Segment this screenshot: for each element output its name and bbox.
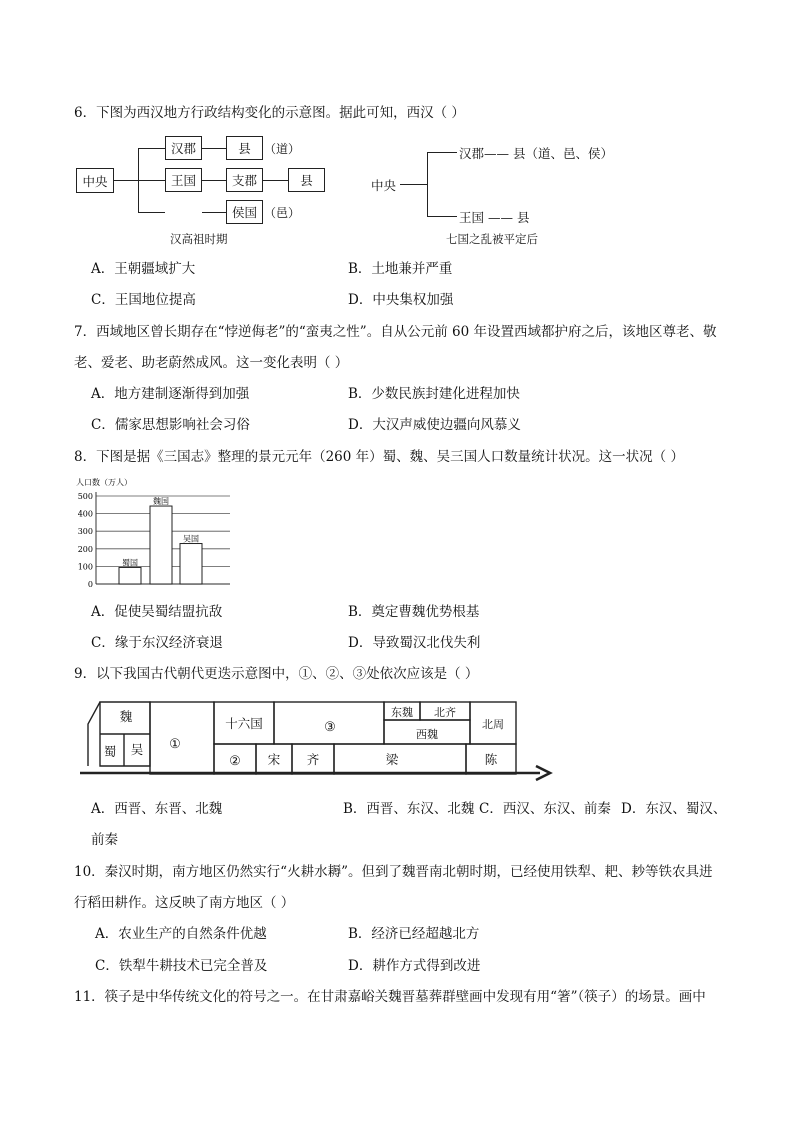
dynasty-timeline [80, 694, 555, 786]
q7-option-c[interactable]: C．儒家思想影响社会习俗 [91, 417, 250, 433]
q6-stem: 6．下图为西汉地方行政结构变化的示意图。据此可知，西汉（ ） [74, 105, 465, 121]
q6-option-c[interactable]: C．王国地位提高 [91, 292, 196, 308]
right-center: 中央 [371, 178, 397, 193]
q9-option-a[interactable]: A．西晋、东晋、北魏 [91, 801, 223, 817]
q11-stem: 11．筷子是中华传统文化的符号之一。在甘肃嘉峪关魏晋墓葬群壁画中发现有用“箸”（筷子）的场景。画中 [74, 989, 706, 1005]
q10-option-b[interactable]: B．经济已经超越北方 [348, 926, 480, 942]
y-tick-label: 100 [77, 562, 93, 572]
bar-label-0: 蜀国 [122, 558, 138, 568]
bar-1 [150, 506, 172, 584]
q7-option-a[interactable]: A．地方建制逐渐得到加强 [91, 386, 250, 402]
tl-dongwei: 东魏 [391, 706, 413, 719]
q10-option-a[interactable]: A．农业生产的自然条件优越 [95, 926, 267, 942]
q10-stem: 10．秦汉时期，南方地区仍然实行“火耕水耨”。但到了魏晋南北朝时期，已经使用铁犁、耙、耖等铁农具进 [74, 864, 713, 880]
tl-marker-1: ① [169, 737, 181, 752]
tl-marker-2: ② [229, 754, 241, 769]
hanjun-box: 汉郡 [165, 136, 202, 160]
tl-beiqi: 北齐 [434, 706, 456, 719]
q9-option-d[interactable]: D．东汉、蜀汉、 [621, 801, 727, 817]
xian-box-1: 县 [226, 136, 263, 160]
q9-option-b[interactable]: B．西晋、东汉、北魏 [343, 801, 475, 817]
y-tick-label: 0 [87, 580, 93, 589]
dao-label: （道） [264, 142, 301, 156]
bar-label-1: 魏国 [153, 497, 169, 507]
q10-option-c[interactable]: C．铁犁牛耕技术已完全普及 [95, 958, 268, 974]
q8-option-a[interactable]: A．促使吴蜀结盟抗敌 [91, 604, 223, 620]
population-bar-chart [70, 474, 235, 592]
center-box: 中央 [76, 168, 114, 193]
wangguo-box: 王国 [165, 168, 202, 192]
q10-stem-2: 行稻田耕作。这反映了南方地区（ ） [74, 895, 295, 911]
q8-option-b[interactable]: B．奠定曹魏优势根基 [348, 604, 480, 620]
y-tick-label: 300 [77, 527, 93, 537]
xian-box-2: 县 [288, 168, 325, 192]
q7-stem-2: 老、爱老、助老蔚然成风。这一变化表明（ ） [74, 355, 349, 371]
q10-option-d[interactable]: D．耕作方式得到改进 [348, 958, 481, 974]
q7-option-b[interactable]: B．少数民族封建化进程加快 [348, 386, 520, 402]
tl-wei: 魏 [119, 709, 133, 724]
bar-2 [180, 544, 202, 584]
tl-liang: 梁 [385, 752, 399, 767]
y-tick-label: 400 [77, 509, 93, 519]
q9-option-c[interactable]: C．西汉、东汉、前秦 [479, 801, 611, 817]
zhijun-box: 支郡 [226, 168, 263, 192]
q8-stem: 8．下图是据《三国志》整理的景元元年（260 年）蜀、魏、吴三国人口数量统计状况。这一状况（ ） [74, 449, 684, 465]
tl-marker-3: ③ [324, 720, 336, 735]
q9-option-d-wrap: 前秦 [91, 832, 118, 848]
tl-chen: 陈 [484, 752, 498, 767]
q7-stem: 7．西域地区曾长期存在“悖逆侮老”的“蛮夷之性”。自从公元前 60 年设置西域都护府之后，该地区尊老、敬 [74, 324, 717, 340]
q8-option-c[interactable]: C．缘于东汉经济衰退 [91, 635, 223, 651]
y-tick-label: 500 [77, 492, 93, 501]
yi-label: （邑） [264, 206, 301, 220]
tl-qi: 齐 [306, 752, 320, 767]
left-caption: 汉高祖时期 [170, 232, 228, 246]
tl-xiwei: 西魏 [416, 728, 438, 741]
q6-option-a[interactable]: A．王朝疆域扩大 [91, 261, 196, 277]
right-row-1: 汉郡—— 县（道、邑、侯） [459, 146, 613, 161]
tl-shu: 蜀 [103, 744, 117, 759]
q6-option-d[interactable]: D．中央集权加强 [348, 292, 454, 308]
houguo-box: 侯国 [226, 200, 263, 224]
q6-option-b[interactable]: B．土地兼并严重 [348, 261, 453, 277]
tl-sixteen: 十六国 [225, 716, 263, 731]
q7-option-d[interactable]: D．大汉声威使边疆向风慕义 [348, 417, 521, 433]
y-tick-label: 200 [77, 544, 93, 554]
bar-0 [119, 567, 141, 584]
right-row-2: 王国 —— 县 [459, 210, 530, 225]
q8-option-d[interactable]: D．导致蜀汉北伐失利 [348, 635, 481, 651]
tl-wu: 吴 [130, 742, 144, 757]
tl-beizhou: 北周 [482, 718, 504, 731]
q9-stem: 9．以下我国古代朝代更迭示意图中，①、②、③处依次应该是（ ） [74, 666, 479, 682]
bar-label-2: 吴国 [183, 534, 199, 544]
right-caption: 七国之乱被平定后 [446, 232, 538, 246]
chart-ylabel: 人口数（万人） [76, 478, 132, 487]
tl-song: 宋 [267, 752, 281, 767]
